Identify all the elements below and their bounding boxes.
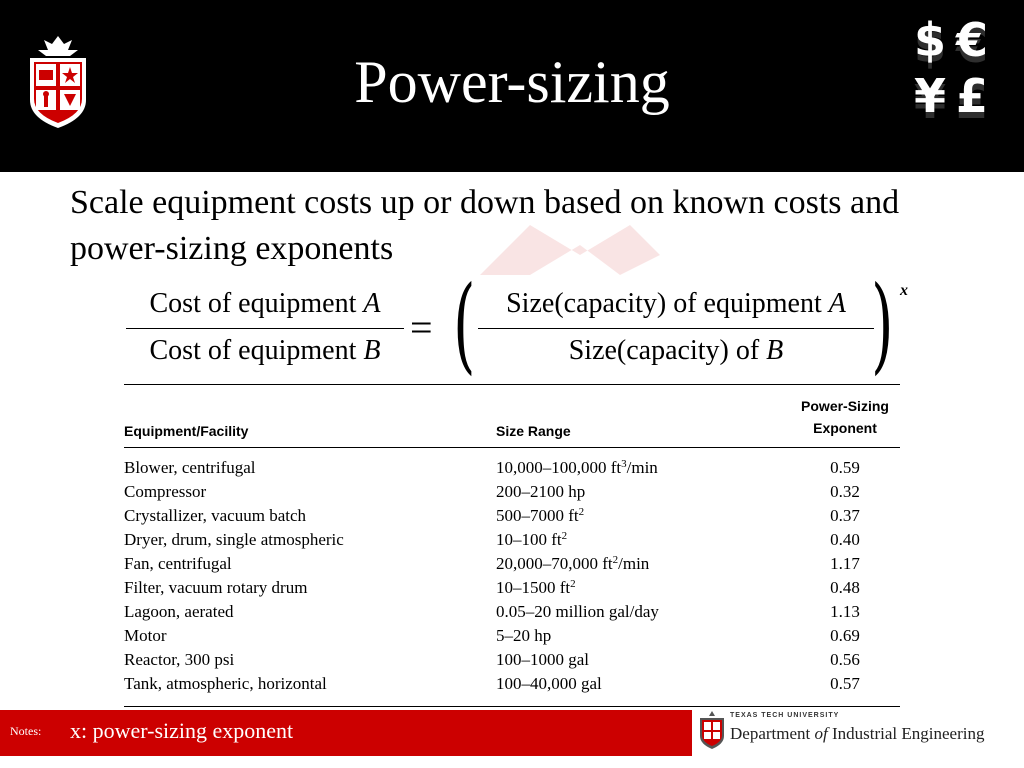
size-range-text: 10–100 ft (496, 530, 562, 549)
cost-numerator-text: Cost of equipment (149, 288, 357, 319)
size-range-cell (496, 480, 585, 504)
table-body (124, 448, 900, 696)
notes-bar (0, 710, 692, 756)
size-unit-exponent: 2 (578, 506, 585, 518)
size-range-cell (496, 600, 659, 624)
equipment-cell: Blower, centrifugal (124, 458, 256, 477)
table-row (124, 624, 900, 648)
table-header (124, 385, 900, 448)
cost-numerator-var: A (363, 288, 381, 319)
fraction-bar (478, 328, 874, 329)
size-range-text: 500–7000 ft (496, 506, 579, 525)
dept-pre: Department (730, 724, 815, 743)
table-row (124, 552, 900, 576)
size-range-cell (496, 648, 589, 672)
notes-label: Notes: (10, 724, 42, 738)
cost-denominator-text: Cost of equipment (149, 335, 357, 366)
fraction-bar (126, 328, 404, 329)
size-numerator (478, 286, 874, 322)
size-denominator-var: B (766, 335, 784, 366)
table-row (124, 456, 900, 480)
table-row (124, 600, 900, 624)
cost-denominator (126, 333, 404, 369)
size-range-suffix: /min (626, 458, 658, 477)
header-exponent-line1: Power-Sizing (801, 398, 889, 414)
size-range-text: 100–1000 gal (496, 650, 590, 669)
right-parenthesis: ) (871, 263, 894, 385)
table-row (124, 648, 900, 672)
header-exponent (790, 395, 900, 439)
size-denominator-text: Size(capacity) of (568, 335, 760, 366)
university-name: TEXAS TECH UNIVERSITY (730, 712, 840, 719)
table-bottom-rule (124, 706, 900, 707)
exponent-cell: 0.32 (830, 482, 860, 501)
size-range-text: 10–1500 ft (496, 578, 571, 597)
exponent-cell: 1.17 (830, 554, 860, 573)
size-range-text: 100–40,000 gal (496, 674, 602, 693)
size-unit-exponent: 2 (561, 530, 568, 542)
exponent-cell: 0.56 (830, 650, 860, 669)
size-range-suffix: /min (618, 554, 650, 573)
size-range-cell (496, 528, 567, 552)
slide-header (0, 0, 1024, 172)
department-logo (696, 710, 1016, 756)
exponent-cell: 0.40 (830, 530, 860, 549)
size-range-cell (496, 576, 576, 600)
exponent-cell: 0.59 (830, 458, 860, 477)
table-row (124, 528, 900, 552)
header-exponent-line2: Exponent (813, 420, 877, 436)
header-equipment: Equipment/Facility (124, 423, 249, 439)
table-row (124, 672, 900, 696)
equipment-cell: Motor (124, 626, 167, 645)
dollar-symbol: $ (914, 13, 947, 67)
size-range-cell (496, 504, 584, 528)
pound-symbol: £ (956, 69, 989, 123)
cost-denominator-var: B (363, 335, 381, 366)
exponent-cell: 0.57 (830, 674, 860, 693)
size-range-text: 10,000–100,000 ft (496, 458, 622, 477)
equipment-cell: Lagoon, aerated (124, 602, 234, 621)
exponent-cell: 0.69 (830, 626, 860, 645)
size-unit-exponent: 2 (612, 554, 619, 566)
department-name (730, 724, 984, 744)
equipment-cell: Fan, centrifugal (124, 554, 232, 573)
slide-title: Power-sizing (354, 49, 670, 115)
equipment-cell: Reactor, 300 psi (124, 650, 235, 669)
currency-symbols (914, 12, 1014, 124)
size-range-cell (496, 672, 602, 696)
table-row (124, 504, 900, 528)
dept-of: of (814, 724, 828, 743)
small-seal-icon (698, 710, 726, 750)
size-unit-exponent: 2 (570, 578, 576, 590)
table-row (124, 576, 900, 600)
exponent-table (124, 384, 900, 696)
dept-post: Industrial Engineering (827, 724, 985, 743)
size-range-text: 200–2100 hp (496, 482, 586, 501)
equipment-cell: Compressor (124, 482, 207, 501)
exponent-cell: 0.37 (830, 506, 860, 525)
equipment-cell: Tank, atmospheric, horizontal (124, 674, 327, 693)
header-size-range: Size Range (496, 423, 571, 439)
size-unit-exponent: 3 (621, 458, 627, 470)
exponent-label: x (900, 282, 908, 299)
size-range-text: 5–20 hp (496, 626, 552, 645)
size-range-cell (496, 624, 551, 648)
size-range-text: 20,000–70,000 ft (496, 554, 613, 573)
size-denominator (478, 333, 874, 369)
size-ratio-fraction (478, 286, 874, 369)
table-row (124, 480, 900, 504)
size-numerator-text: Size(capacity) of equipment (506, 288, 822, 319)
size-range-cell (496, 456, 658, 480)
power-sizing-formula (126, 263, 926, 385)
exponent-cell: 1.13 (830, 602, 860, 621)
equipment-cell: Dryer, drum, single atmospheric (124, 530, 344, 549)
yen-symbol: ¥ (914, 69, 947, 123)
intro-text: Scale equipment costs up or down based on known costs and power-sizing exponents (70, 184, 900, 267)
size-range-cell (496, 552, 649, 576)
cost-numerator (126, 286, 404, 322)
size-numerator-var: A (828, 288, 846, 319)
cost-ratio-fraction (126, 286, 404, 369)
equals-sign: = (410, 305, 433, 350)
slide-footer (0, 708, 1024, 768)
size-range-text: 0.05–20 million gal/day (496, 602, 659, 621)
left-parenthesis: ( (453, 263, 476, 385)
equipment-cell: Crystallizer, vacuum batch (124, 506, 307, 525)
euro-symbol: € (956, 13, 989, 67)
equipment-cell: Filter, vacuum rotary drum (124, 578, 308, 597)
exponent-cell: 0.48 (830, 578, 860, 597)
notes-text: x: power-sizing exponent (70, 718, 294, 743)
